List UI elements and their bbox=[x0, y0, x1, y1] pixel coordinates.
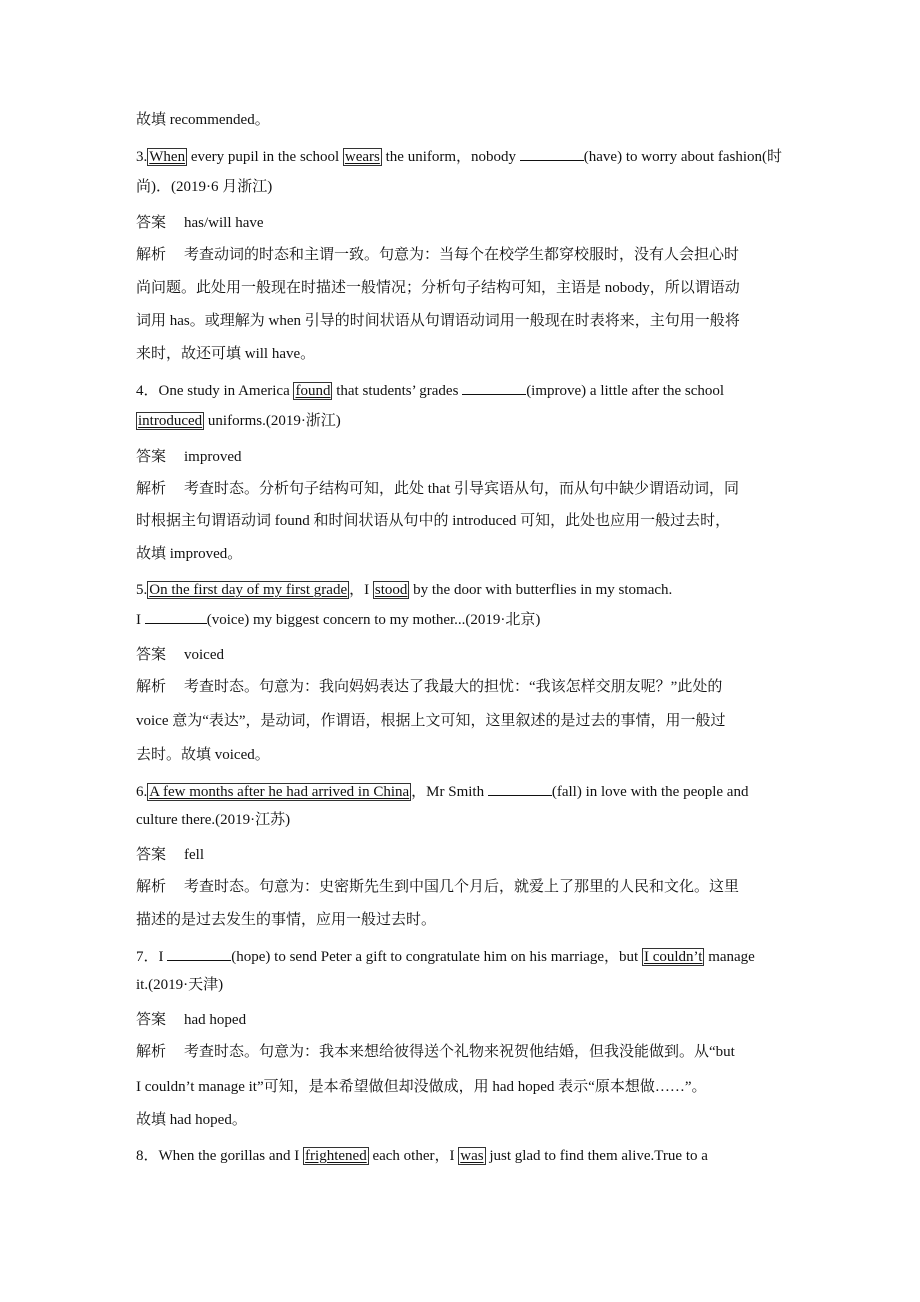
analysis-line: I couldn’t manage it”可知，是本希望做但却没做成，用 had hoped 表示“原本想做……”。 bbox=[136, 1079, 707, 1095]
boxed-phrase: On the first day of my first grade bbox=[149, 582, 348, 598]
answer-line bbox=[136, 447, 242, 469]
answer-value: fell bbox=[184, 847, 204, 863]
boxed-word: was bbox=[460, 1148, 484, 1164]
analysis-line: 故填 improved。 bbox=[136, 546, 243, 562]
answer-blank bbox=[488, 781, 552, 796]
answer-line bbox=[136, 645, 224, 667]
analysis-label: 解析 bbox=[136, 1044, 167, 1060]
answer-label: 答案 bbox=[136, 215, 167, 231]
boxed-phrase: A few months after he had arrived in China bbox=[149, 784, 410, 800]
analysis-label: 解析 bbox=[136, 481, 167, 497]
question-6: 6. A few months after he had arrived in China ，Mr Smith (fall) in love with the people and bbox=[136, 781, 748, 803]
boxed-word: introduced bbox=[138, 413, 203, 429]
analysis-line: 词用 has。或理解为 when 引导的时间状语从句谓语动词用一般现在时表将来，主句用一般将 bbox=[136, 313, 740, 329]
boxed-phrase: I couldn’t bbox=[643, 949, 703, 965]
answer-blank bbox=[145, 609, 207, 624]
answer-label: 答案 bbox=[136, 647, 167, 663]
analysis-line: voice 意为“表达”，是动词，作谓语，根据上文可知，这里叙述的是过去的事情，用一般过 bbox=[136, 713, 726, 729]
question-4-cont: introduced uniforms.(2019·浙江) bbox=[138, 413, 341, 429]
answer-line bbox=[136, 1010, 246, 1032]
answer-label: 答案 bbox=[136, 847, 167, 863]
analysis-line: 解析 考查时态。分析句子结构可知，此处 that 引导宾语从句，而从句中缺少谓语动词，同 bbox=[136, 481, 739, 497]
analysis-line: 尚问题。此处用一般现在时描述一般情况；分析句子结构可知，主语是 nobody，所以谓语动 bbox=[136, 280, 740, 296]
question-5: 5. On the first day of my first grade ，I stood by the door with butterflies in my stomach. bbox=[136, 582, 673, 598]
analysis-line: 解析 考查动词的时态和主谓一致。句意为：当每个在校学生都穿校服时，没有人会担心时 bbox=[136, 247, 740, 263]
analysis-line: 描述的是过去发生的事情，应用一般过去时。 bbox=[136, 912, 437, 928]
answer-line bbox=[136, 213, 264, 235]
question-7-cont: it.(2019·天津) bbox=[136, 977, 224, 993]
analysis-label: 解析 bbox=[136, 679, 167, 695]
answer-line bbox=[136, 845, 204, 867]
answer-label: 答案 bbox=[136, 1012, 167, 1028]
answer-value: has/will have bbox=[184, 215, 264, 231]
analysis-label: 解析 bbox=[136, 879, 167, 895]
analysis-line: 时根据主句谓语动词 found 和时间状语从句中的 introduced 可知，此处也应用一般过去时， bbox=[136, 513, 731, 529]
question-8: 8．When the gorillas and I frightened each other，I was just glad to find them alive.True to a bbox=[136, 1148, 708, 1164]
boxed-word: wears bbox=[344, 149, 380, 165]
answer-label: 答案 bbox=[136, 449, 167, 465]
answer-value: had hoped bbox=[184, 1012, 247, 1028]
boxed-word: frightened bbox=[305, 1148, 367, 1164]
question-3: 3. When every pupil in the school wears the uniform，nobody (have) to worry about fashion(时 bbox=[136, 146, 782, 168]
answer-blank bbox=[462, 380, 526, 395]
analysis-line: 去时。故填 voiced。 bbox=[136, 747, 270, 763]
analysis-line: 解析 考查时态。句意为：我本来想给彼得送个礼物来祝贺他结婚，但我没能做到。从“but bbox=[136, 1044, 735, 1060]
boxed-word: found bbox=[295, 383, 331, 399]
analysis-line: 来时，故还可填 will have。 bbox=[136, 346, 316, 362]
question-4: 4．One study in America found that students’ grades (improve) a little after the school bbox=[136, 380, 724, 402]
question-6-cont: culture there.(2019·江苏) bbox=[136, 812, 291, 828]
question-7: 7．I (hope) to send Peter a gift to congratulate him on his marriage，but I couldn’t manage bbox=[136, 946, 755, 968]
analysis-line: 故填 had hoped。 bbox=[136, 1112, 247, 1128]
answer-value: improved bbox=[184, 449, 242, 465]
question-3-cont: 尚)．(2019·6 月浙江) bbox=[136, 179, 273, 195]
analysis-line: 解析 考查时态。句意为：史密斯先生到中国几个月后，就爱上了那里的人民和文化。这里 bbox=[136, 879, 740, 895]
text-line: 故填 recommended。 bbox=[136, 112, 270, 128]
boxed-word: stood bbox=[374, 582, 408, 598]
answer-blank bbox=[520, 146, 584, 161]
answer-blank bbox=[167, 946, 231, 961]
analysis-line: 解析 考查时态。句意为：我向妈妈表达了我最大的担忧：“我该怎样交朋友呢？”此处的 bbox=[136, 679, 723, 695]
question-5-cont: I (voice) my biggest concern to my mother...(2019·北京) bbox=[136, 609, 540, 631]
analysis-label: 解析 bbox=[136, 247, 167, 263]
answer-value: voiced bbox=[184, 647, 224, 663]
boxed-word: When bbox=[149, 149, 186, 165]
